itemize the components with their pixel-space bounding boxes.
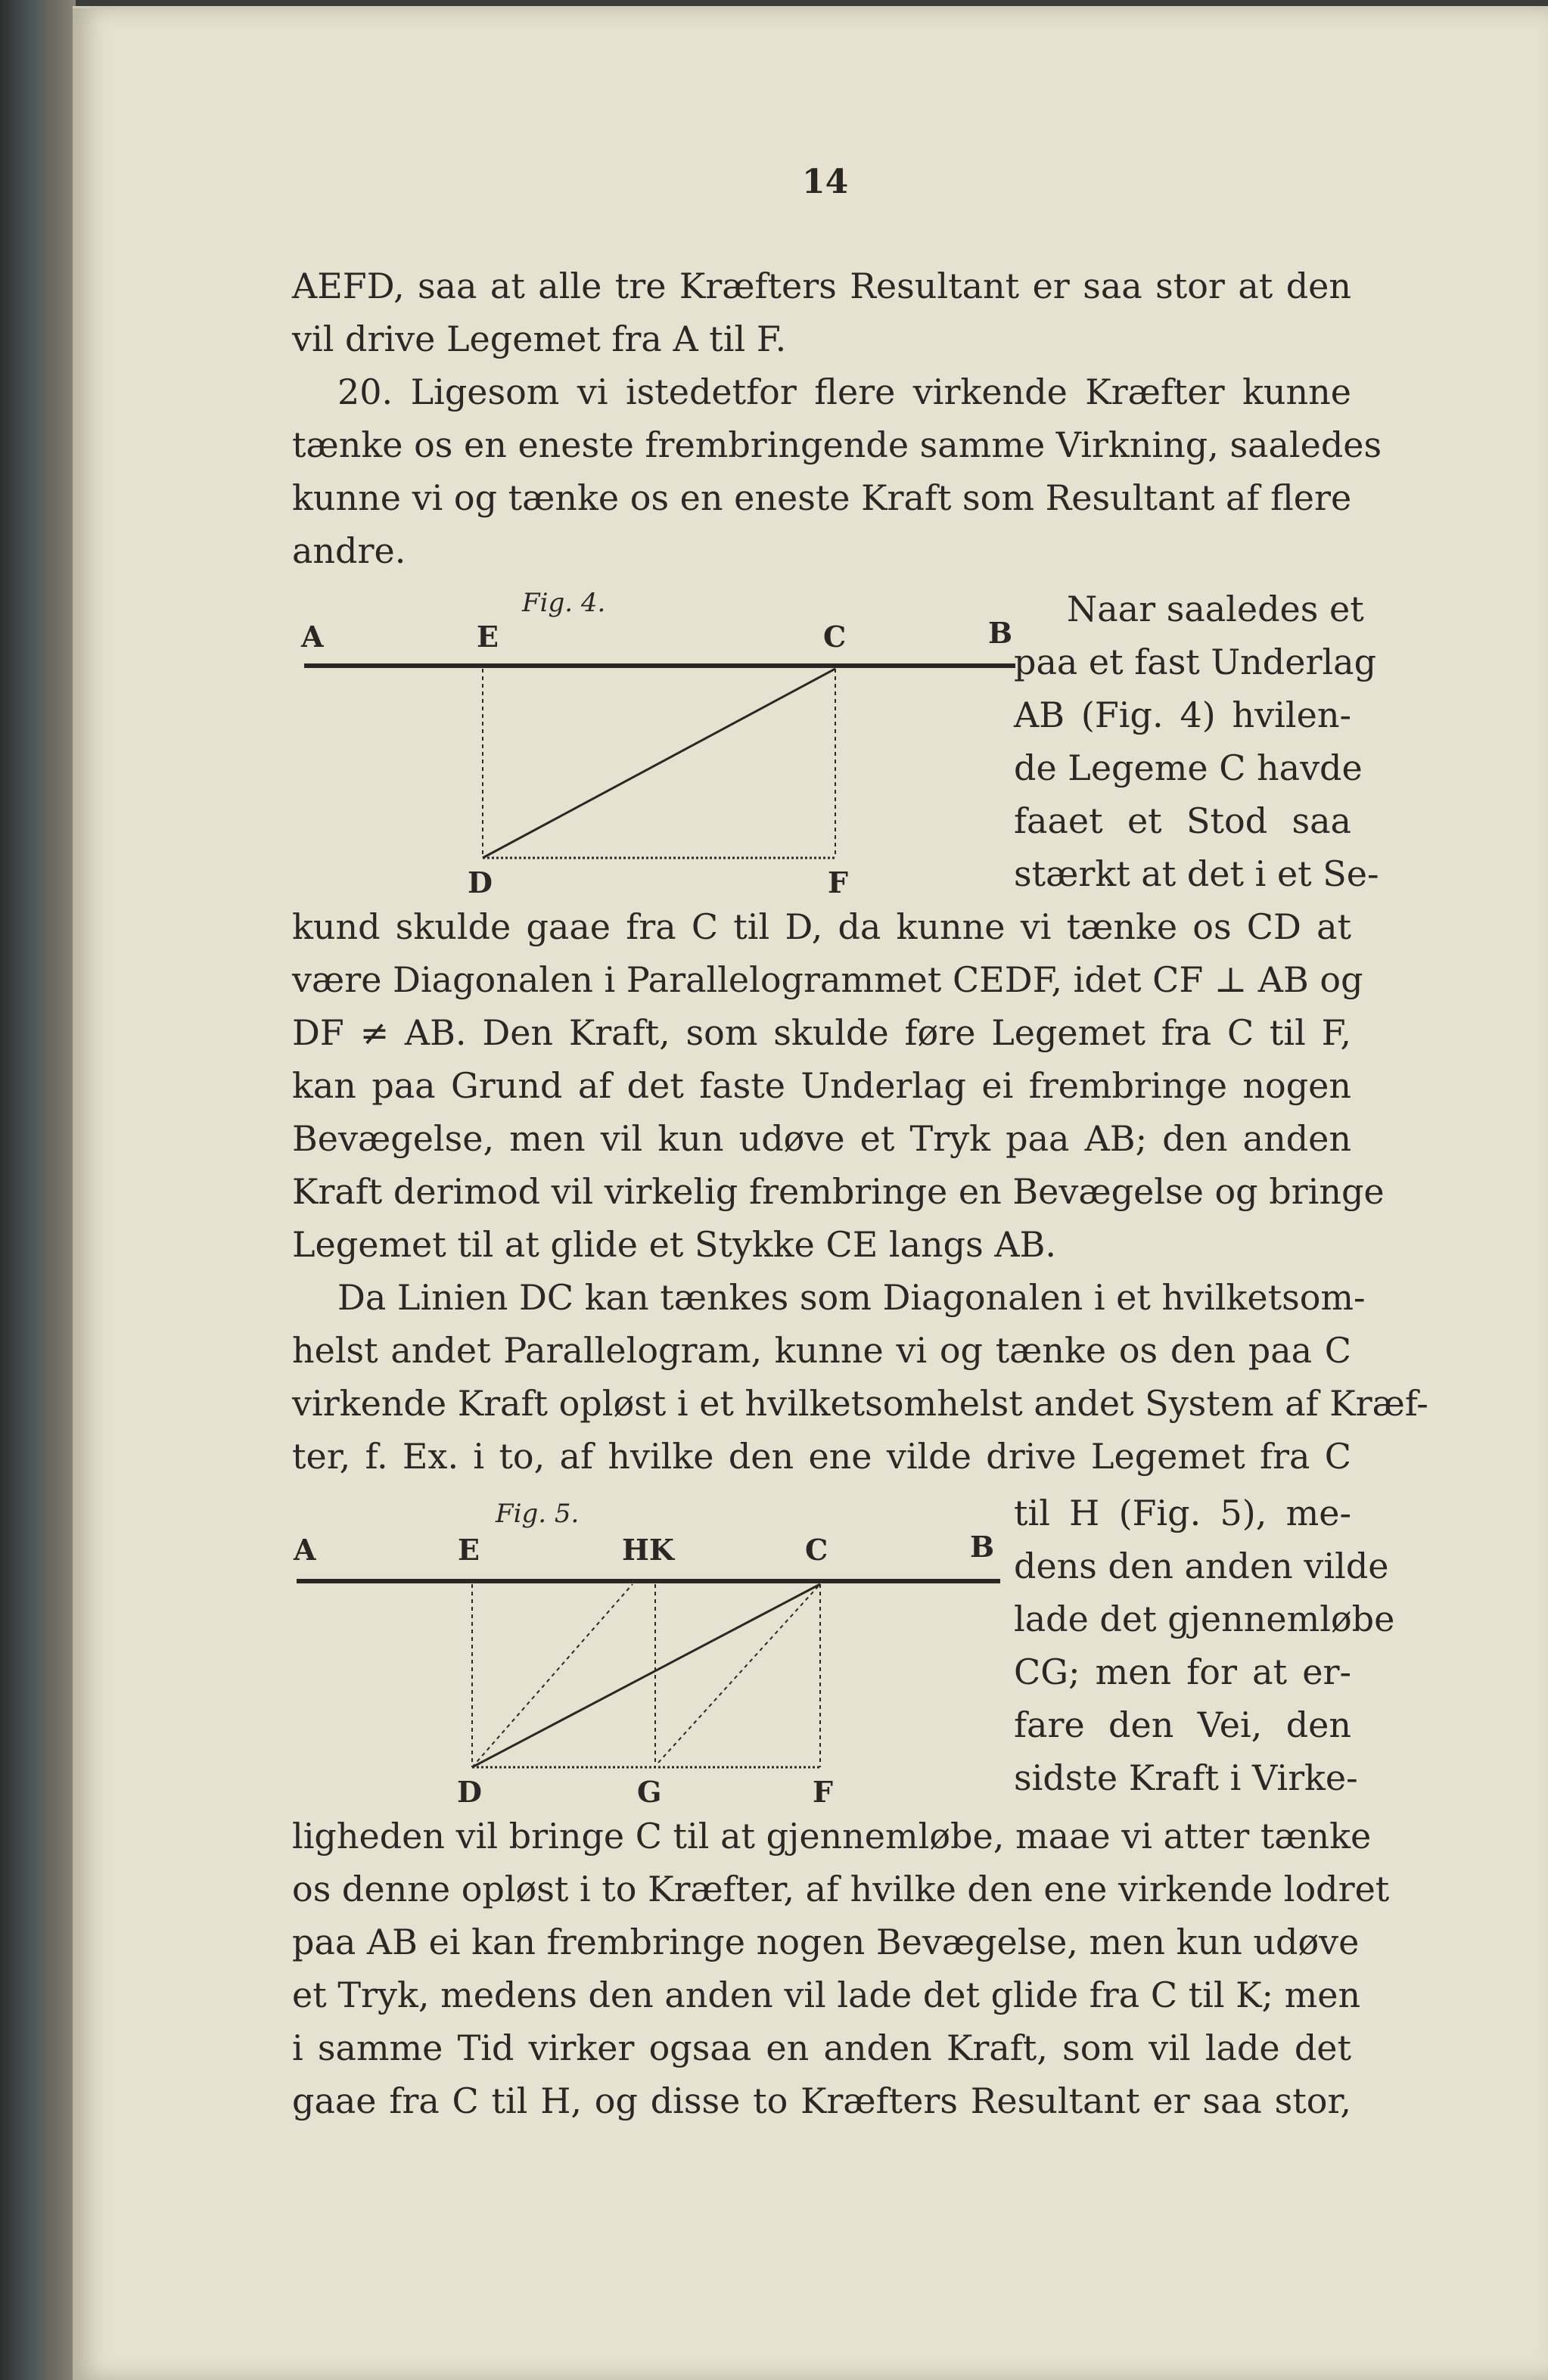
label-b: B [970, 1530, 995, 1564]
label-a: A [301, 620, 324, 654]
line-dh [472, 1584, 633, 1767]
text-line: DF ≠ AB. Den Kraft, som skulde føre Legemet fra C til F, [292, 1012, 1351, 1053]
label-c: C [805, 1533, 828, 1567]
line-dc [483, 669, 835, 858]
label-d: D [468, 865, 493, 899]
label-g: G [637, 1775, 662, 1809]
text-line: Bevægelse, men vil kun udøve et Tryk paa AB; den anden [292, 1118, 1351, 1159]
text-line: Da Linien DC kan tænkes som Diagonalen i et hvilketsom- [337, 1277, 1366, 1318]
text-line: til H (Fig. 5), me- [1014, 1493, 1351, 1533]
text-line: i samme Tid virker ogsaa en anden Kraft, som vil lade det [292, 2027, 1351, 2068]
line-gc [658, 1584, 820, 1763]
text-line: CG; men for at er- [1014, 1651, 1351, 1692]
text-line: et Tryk, medens den anden vil lade det glide fra C til K; men [292, 1975, 1361, 2015]
text-line: ter, f. Ex. i to, af hvilke den ene vilde drive Legemet fra C [292, 1436, 1351, 1477]
fig4-caption: Fig. 4. [522, 588, 606, 618]
text-line: paa AB ei kan frembringe nogen Bevægelse, men kun udøve [292, 1922, 1360, 1962]
label-a: A [294, 1533, 316, 1567]
text-line: stærkt at det i et Se- [1014, 853, 1379, 894]
label-b: B [988, 616, 1013, 650]
text-line: lade det gjennemløbe [1014, 1599, 1395, 1639]
text-line: gaae fra C til H, og disse to Kræfters Resultant er saa stor, [292, 2080, 1351, 2121]
line-dc [472, 1584, 820, 1767]
text-line: Kraft derimod vil virkelig frembringe en Bevægelse og bringe [292, 1171, 1385, 1212]
text-line: dens den anden vilde [1014, 1546, 1389, 1586]
text-line: faaet et Stod saa [1014, 800, 1351, 841]
text-line: de Legeme C havde [1014, 747, 1363, 788]
label-e: E [477, 620, 499, 654]
label-f: F [813, 1775, 833, 1809]
label-hk: HK [622, 1533, 674, 1567]
text-line: fare den Vei, den [1014, 1704, 1351, 1745]
text-line: virkende Kraft opløst i et hvilketsomhelst andet System af Kræf- [292, 1383, 1428, 1424]
text-line: ligheden vil bringe C til at gjennemløbe, maae vi atter tænke [292, 1816, 1372, 1856]
text-line: kund skulde gaae fra C til D, da kunne vi tænke os CD at [292, 906, 1351, 947]
figure-4 [300, 588, 1015, 899]
text-line: os denne opløst i to Kræfter, af hvilke den ene virkende lodret [292, 1869, 1390, 1909]
text-line: vil drive Legemet fra A til F. [292, 318, 787, 359]
label-f: F [828, 865, 848, 899]
text-line: kunne vi og tænke os en eneste Kraft som Resultant af flere [292, 477, 1352, 518]
page-number: 14 [802, 163, 849, 201]
text-line: sidste Kraft i Virke- [1014, 1757, 1358, 1798]
text-line: andre. [292, 530, 406, 571]
figure-5 [293, 1499, 1000, 1809]
label-e: E [458, 1533, 480, 1567]
label-c: C [823, 620, 847, 654]
text-line: kan paa Grund af det faste Underlag ei frembringe nogen [292, 1065, 1351, 1106]
fig5-caption: Fig. 5. [496, 1499, 580, 1529]
text-line: være Diagonalen i Parallelogrammet CEDF, idet CF ⊥ AB og [292, 959, 1363, 1000]
label-d: D [457, 1775, 482, 1809]
text-line: Legemet til at glide et Stykke CE langs AB. [292, 1224, 1057, 1265]
text-line: 20. Ligesom vi istedetfor flere virkende Kræfter kunne [337, 371, 1351, 412]
text-line: AB (Fig. 4) hvilen- [1014, 694, 1351, 735]
text-line: paa et fast Underlag [1014, 642, 1377, 682]
text-line: Naar saaledes et [1067, 589, 1364, 629]
text-line: helst andet Parallelogram, kunne vi og tænke os den paa C [292, 1330, 1351, 1371]
text-line: AEFD, saa at alle tre Kræfters Resultant er saa stor at den [292, 266, 1351, 306]
text-line: tænke os en eneste frembringende samme Virkning, saaledes [292, 424, 1382, 465]
